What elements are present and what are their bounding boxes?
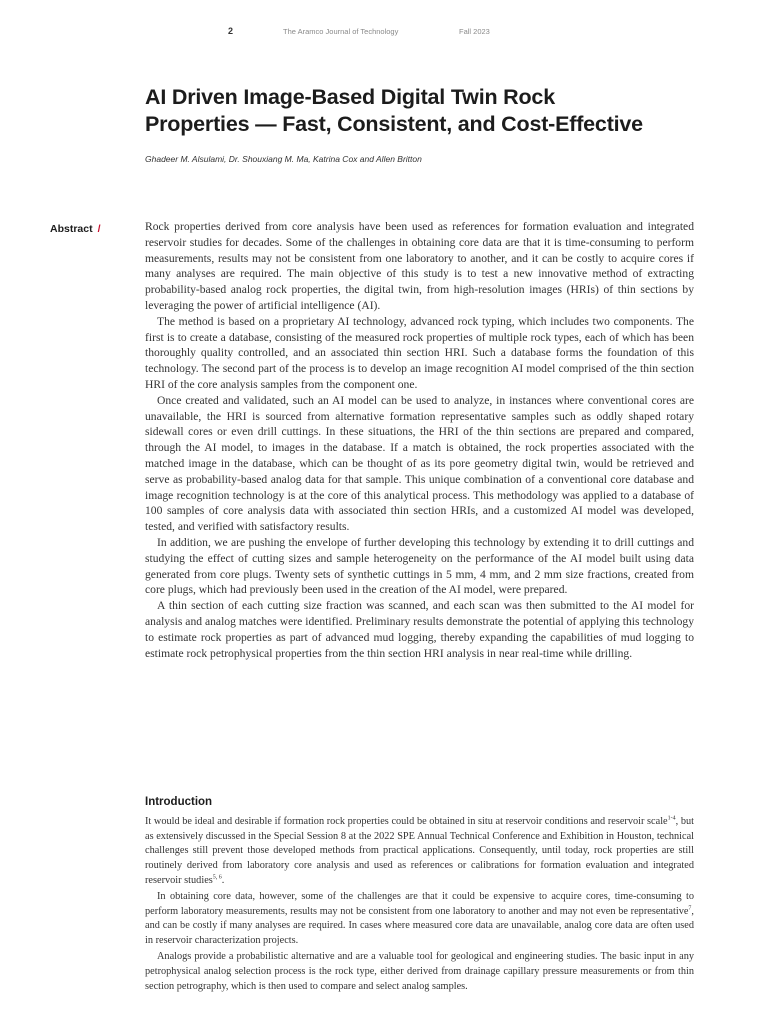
running-header xyxy=(0,27,768,41)
abstract-paragraph-3: Once created and validated, such an AI model can be used to analyze, in instances where conventional cores are unavailable, the HRI is sourced from alternative formation representative samples such as oddly shaped rotary sidewall cores or even drill cuttings. In these situations, the HRI of the thin sections are prepared and compared, through the AI model, to images in the database. If a match is obtained, the rock properties associated with the matched image in the database, which can be thought of as its pore geometry digital twin, would be retrieved and serve as probability-based analog data for that sample. This unique combination of a conventional core database and image recognition technology is at the core of this analytical process. This methodology was applied to a database of 100 samples of core analysis data with associated thin section HRIs, and a customized AI model was developed, tested, and verified with satisfactory results. xyxy=(145,393,694,534)
abstract-paragraph-2: The method is based on a proprietary AI technology, advanced rock typing, which includes two components. The first is to create a database, consisting of the measured rock properties of multiple rock types, each of which has been thoroughly quality controlled, and an associated thin section HRI. Such a database forms the foundation of this technology. The second part of the process is to develop an image recognition AI model comprised of the thin section HRI of the core analysis samples from the component one. xyxy=(145,314,694,391)
abstract-label xyxy=(50,223,101,235)
article-title xyxy=(145,84,705,138)
introduction-heading: Introduction xyxy=(145,796,213,808)
intro-paragraph-3: Analogs provide a probabilistic alternative and are a valuable tool for geological and engineering studies. The basic input in any petrophysical analog selection process is the rock type, either derived from drainage capillary pressure measurements or from thin section petrography, which is then used to compare and select analog samples. xyxy=(145,951,694,992)
intro-p2-text-b: , and can be costly if many analyses are required. In cases where measured core data are unavailable, analog core data are often used in reservoir characterization projects. xyxy=(145,905,694,947)
intro-p2-text-a: In obtaining core data, however, some of the challenges are that it could be expensive to acquire cores, time-consuming to perform laboratory measurements, results may not be consistent from one laboratory to another and may not even be representative xyxy=(145,891,694,917)
author-list: Ghadeer M. Alsulami, Dr. Shouxiang M. Ma, Katrina Cox and Allen Britton xyxy=(145,154,422,164)
abstract-paragraph-5: A thin section of each cutting size fraction was scanned, and each scan was then submitted to the AI model for analysis and analog matches were identified. Preliminary results demonstrate the potential of applying this technology to estimate rock properties as part of advanced mud logging, thereby expanding the capabilities of mud logging to estimate rock petrophysical properties from the thin section HRI analysis in near real-time while drilling. xyxy=(145,599,694,660)
abstract-label-text: Abstract xyxy=(50,223,93,235)
page-number: 2 xyxy=(228,26,234,36)
abstract-body xyxy=(145,219,694,661)
citation-ref: 5, 6 xyxy=(212,874,222,881)
abstract-paragraph-1: Rock properties derived from core analysis have been used as references for formation evaluation and integrated reservoir studies for decades. Some of the challenges in obtaining core data are that it is time-consuming to perform measurements, results may not be consistent from one laboratory to another, and it can be costly to acquire cores if many analyses are required. The main objective of this study is to test a new innovative method of extracting probability-based analog rock properties, the digital twin, from high-resolution images (HRIs) of thin sections by leveraging the power of artificial intelligence (AI). xyxy=(145,220,694,312)
issue-date: Fall 2023 xyxy=(459,27,490,36)
citation-ref: 1-4 xyxy=(667,815,676,822)
abstract-slash: / xyxy=(97,223,101,235)
intro-p1-text-b: , but as extensively discussed in the Special Session 8 at the 2022 SPE Annual Technical Conference and Exhibition in Houston, technical challenges still prevent those developed methods from practical applications. Consequently, until today, rock properties are still routinely derived from laboratory core analysis and used as references or calibrations for formation evaluation and integrated reservoir studies xyxy=(145,816,695,886)
intro-paragraph-1 xyxy=(145,815,694,889)
title-line-1: AI Driven Image-Based Digital Twin Rock xyxy=(145,85,555,109)
abstract-paragraph-4: In addition, we are pushing the envelope of further developing this technology by extending it to drill cuttings and studying the effect of cutting sizes and sample heterogeneity on the performance of the AI model built using data generated from core plugs. Twenty sets of synthetic cuttings in 5 mm, 4 mm, and 2 mm size fractions, created from core plugs, which had previously been used in the creation of the AI model, were prepared. xyxy=(145,535,694,597)
title-line-2: Properties — Fast, Consistent, and Cost-Effective xyxy=(145,112,643,136)
intro-paragraph-2 xyxy=(145,890,694,949)
intro-p1-text-a: It would be ideal and desirable if formation rock properties could be obtained in situ at reservoir conditions and reservoir scale xyxy=(145,816,668,827)
journal-name: The Aramco Journal of Technology xyxy=(283,27,399,36)
introduction-body xyxy=(145,815,695,992)
citation-ref: 7 xyxy=(688,905,692,912)
intro-p1-text-c: . xyxy=(221,874,225,886)
